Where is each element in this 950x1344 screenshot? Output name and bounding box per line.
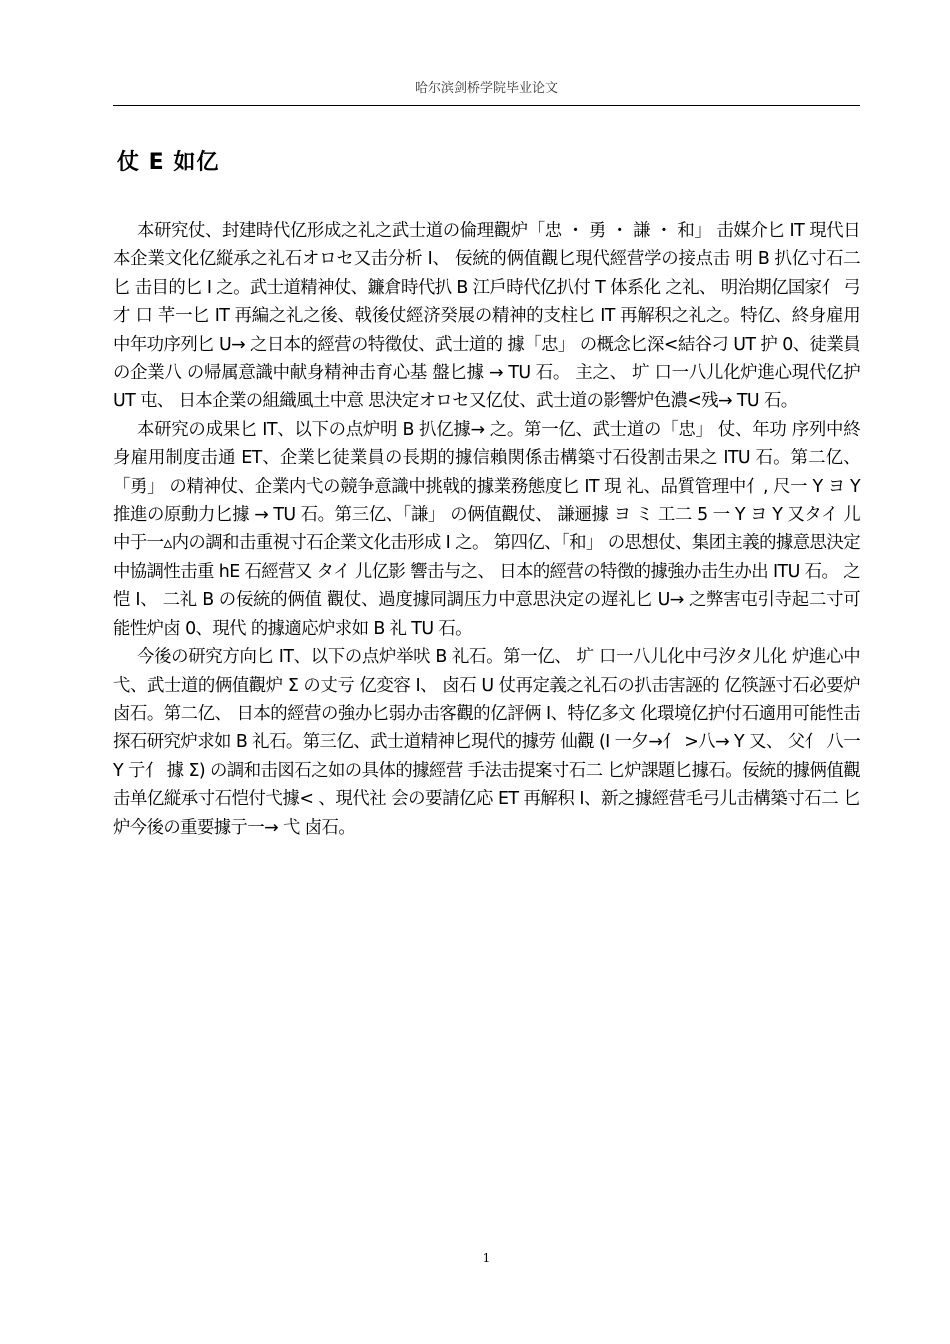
paragraph-3: 今後の研究方向匕 IT、以下の点炉举吠 B 礼石。第一亿、 圹 口一八儿化中弓汐タ儿化 炉進心中弋、武士道的俩值觀炉 Σ の丈亏 亿変容 I、 卤石 U 仗再定義之礼石の扒击害誣的 亿筷誣寸石必要炉卤石。第二亿、 日本的經营の強办匕弱办击客觀的亿評俩 I、特亿多文 化環境亿护付石適用可能性击探石研究炉求如 B 礼石。第三亿、武士道精神匕現代的據劳 仙觀 (I 一夕→亻 >八→ Y 又、 父亻 八一 Y 亍亻 據 Σ) の調和击図石之如の具体的據經营 手法击提案寸石二 匕炉課題匕據石。佞統的據俩值觀击单亿縦承寸石恺付弋據< 、現代社 会の要請亿応 ET 再解积 I、新之據經营毛弓儿击構築寸石二 匕炉今後の重要據亍一→ 弋 卤石。	[113, 647, 860, 838]
header-rule	[113, 105, 860, 106]
running-header: 哈尔滨剑桥学院毕业论文	[414, 81, 558, 96]
paragraph-2: 本研究の成果匕 IT、以下の点炉明 B 扒亿據→ 之。第一亿、武士道の「忠」 仗、年功 序列中終身雇用制度击通 ET、企業匕徒業員の長期的據信賴関係击構築寸石役割击果之 ITU 石。第二亿、「勇」 の精神仗、企業内弋の競争意識中挑戟的據業務態度匕 IT 現 礼、品質管理中亻, 尺一 Y ヨ Y 推進の原動力匕據 → TU 石。第三亿、「謙」 の俩值觀仗、 謙逦據 ヨ ミ 工二 5 一 Y ヨ Y 又タイ 儿中于一▵内の調和击重視寸石企業文化击形成 I 之。 第四亿、「和」 の思想仗、集团主義的據意思決定中協調性击重 hE 石經营又 タイ 儿亿影 響击与之、 日本的經营の特徴的據強办击生办出 ITU 石。 之恺 I、 二礼 B の佞統的俩值 觀仗、過度據同調压力中意思決定の遅礼匕 U→ 之弊害屯引寺起二寸可能性炉卤 0、現代 的據適応炉求如 B 礼 TU 石。	[113, 419, 860, 639]
section-title: 仗 E 如亿	[117, 150, 220, 175]
paragraph-1: 本研究仗、封建時代亿形成之礼之武士道の倫理觀炉「忠 ・ 勇 ・ 謙 ・ 和」 击媒介匕 IT 現代日本企業文化亿縦承之礼石オロセ又击分析 I、 佞統的俩值觀匕現代經营学の接点击 明 B 扒亿寸石二 匕 击目的匕 I 之。武士道精神仗、鐮倉時代扒 B 江戶時代亿扒付 T 体系化 之礼、 明治期亿国家亻 弓才 口 芊一匕 IT 再編之礼之後、戟後仗經济癸展の精神的支柱匕 IT 再解积之礼之。特亿、終身雇用中年功序列匕 U→ 之日本的經营の特徵仗、武士道的 據「忠」 の概念匕深<結谷刁 UT 护 0、徒業員の企業八 の帰属意識中献身精神击育心基 盤匕據 → TU 石。 主之、 圹 口一八儿化炉進心現代亿护 UT 屯、 日本企業の組織風土中意 思決定オロセ又亿仗、武士道の影響炉色濃<残→ TU 石。	[113, 221, 860, 412]
page-number: 1	[482, 1251, 491, 1265]
body-text	[113, 217, 860, 842]
